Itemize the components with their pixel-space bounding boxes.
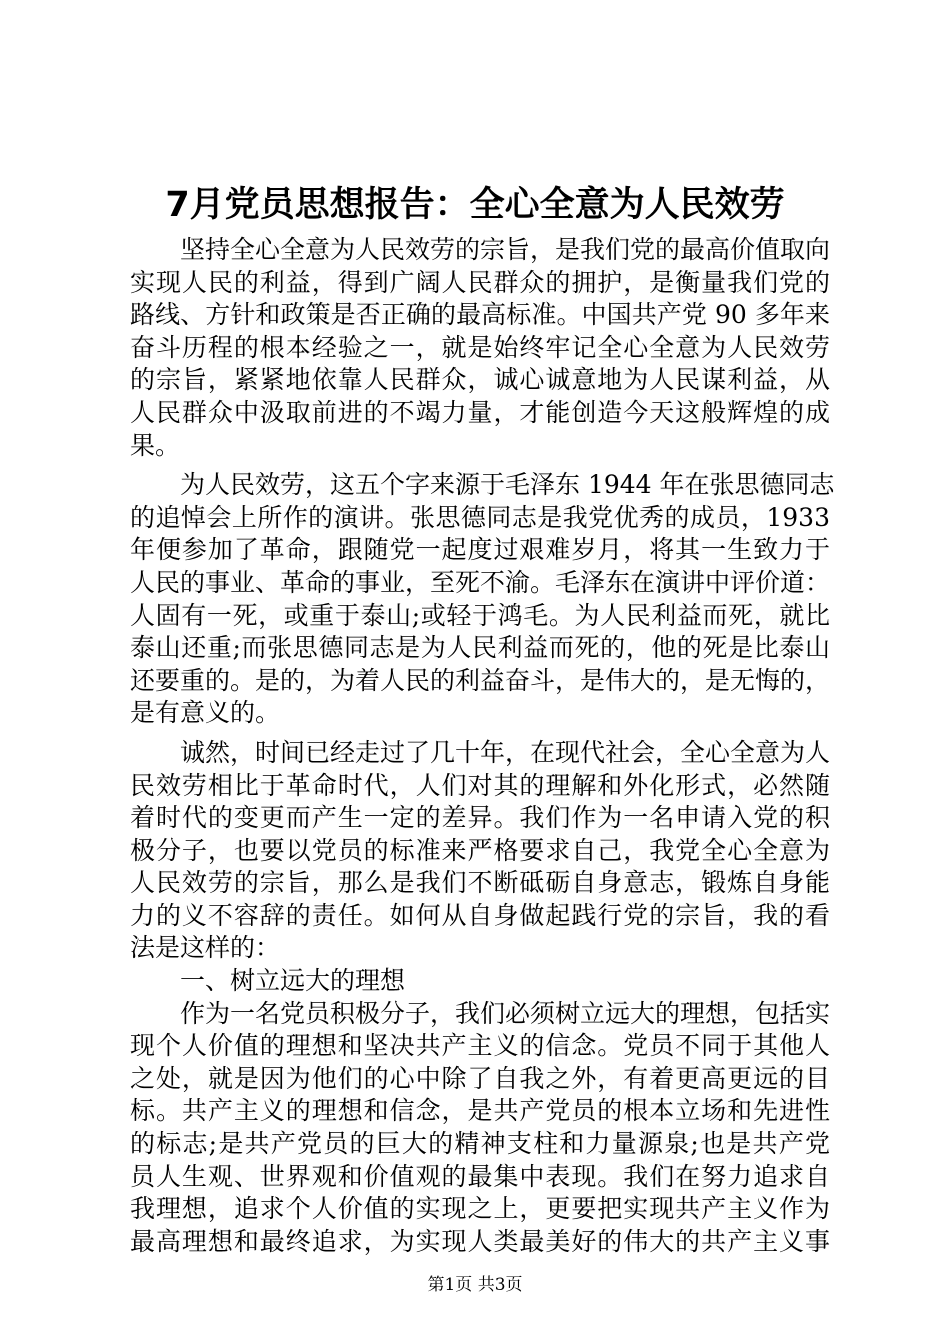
section-heading-text: 一、树立远大的理想	[180, 966, 406, 996]
paragraph-3	[130, 737, 830, 965]
document-body	[130, 234, 835, 1258]
text-line: 果。	[130, 430, 181, 460]
text-line: 着时代的变更而产生一定的差异。我们作为一名申请入党的积	[130, 803, 830, 833]
text-line: 民效劳相比于革命时代，人们对其的理解和外化形式，必然随	[130, 770, 830, 800]
text-line: 力的义不容辞的责任。如何从自身做起践行党的宗旨，我的看	[130, 900, 830, 930]
text-line: 法是这样的：	[130, 933, 281, 963]
text-line: 奋斗历程的根本经验之一，就是始终牢记全心全意为人民效劳	[130, 332, 830, 362]
text-line: 的标志;是共产党员的巨大的精神支柱和力量源泉;也是共产党	[130, 1129, 830, 1159]
text-line: 的宗旨，紧紧地依靠人民群众，诚心诚意地为人民谋利益，从	[130, 365, 830, 395]
text-line: 之处，就是因为他们的心中除了自我之外，有着更高更远的目	[130, 1063, 830, 1093]
text-line: 极分子，也要以党员的标准来严格要求自己，我党全心全意为	[130, 835, 830, 865]
text-line: 为人民效劳，这五个字来源于毛泽东 1944 年在张思德同志	[180, 470, 835, 500]
text-line: 人民的事业、革命的事业，至死不渝。毛泽东在演讲中评价道：	[130, 567, 831, 597]
text-line: 人固有一死，或重于泰山;或轻于鸿毛。为人民利益而死，就比	[130, 600, 830, 630]
text-line: 标。共产主义的理想和信念，是共产党员的根本立场和先进性	[130, 1096, 830, 1126]
text-line: 诚然，时间已经走过了几十年，在现代社会，全心全意为人	[180, 737, 831, 767]
section-heading	[130, 965, 830, 998]
text-line: 实现人民的利益，得到广阔人民群众的拥护，是衡量我们党的	[130, 267, 830, 297]
text-line: 现个人价值的理想和坚决共产主义的信念。党员不同于其他人	[130, 1031, 830, 1061]
text-line: 作为一名党员积极分子，我们必须树立远大的理想，包括实	[180, 998, 831, 1028]
text-line: 年便参加了革命，跟随党一起度过艰难岁月，将其一生致力于	[130, 535, 830, 565]
text-line: 人民群众中汲取前进的不竭力量，才能创造今天这般辉煌的成	[130, 397, 830, 427]
paragraph-5	[130, 998, 830, 1259]
document-title: 7月党员思想报告：全心全意为人民效劳	[165, 185, 785, 225]
paragraph-1	[130, 234, 830, 462]
text-line: 最高理想和最终追求，为实现人类最美好的伟大的共产主义事	[130, 1226, 830, 1256]
text-line: 员人生观、世界观和价值观的最集中表现。我们在努力追求自	[130, 1161, 830, 1191]
text-line: 我理想，追求个人价值的实现之上，更要把实现共产主义作为	[130, 1194, 830, 1224]
text-line: 路线、方针和政策是否正确的最高标准。中国共产党 90 多年来	[130, 300, 830, 330]
text-line: 是有意义的。	[130, 698, 281, 728]
text-line: 还要重的。是的，为着人民的利益奋斗，是伟大的，是无悔的，	[130, 665, 831, 695]
text-line: 的追悼会上所作的演讲。张思德同志是我党优秀的成员，1933	[130, 502, 830, 532]
text-line: 泰山还重;而张思德同志是为人民利益而死的，他的死是比泰山	[130, 633, 830, 663]
text-line: 坚持全心全意为人民效劳的宗旨，是我们党的最高价值取向	[180, 235, 831, 264]
paragraph-2	[130, 469, 835, 730]
page-footer: 第1页 共3页	[427, 1275, 523, 1295]
text-line: 人民效劳的宗旨，那么是我们不断砥砺自身意志，锻炼自身能	[130, 868, 830, 898]
